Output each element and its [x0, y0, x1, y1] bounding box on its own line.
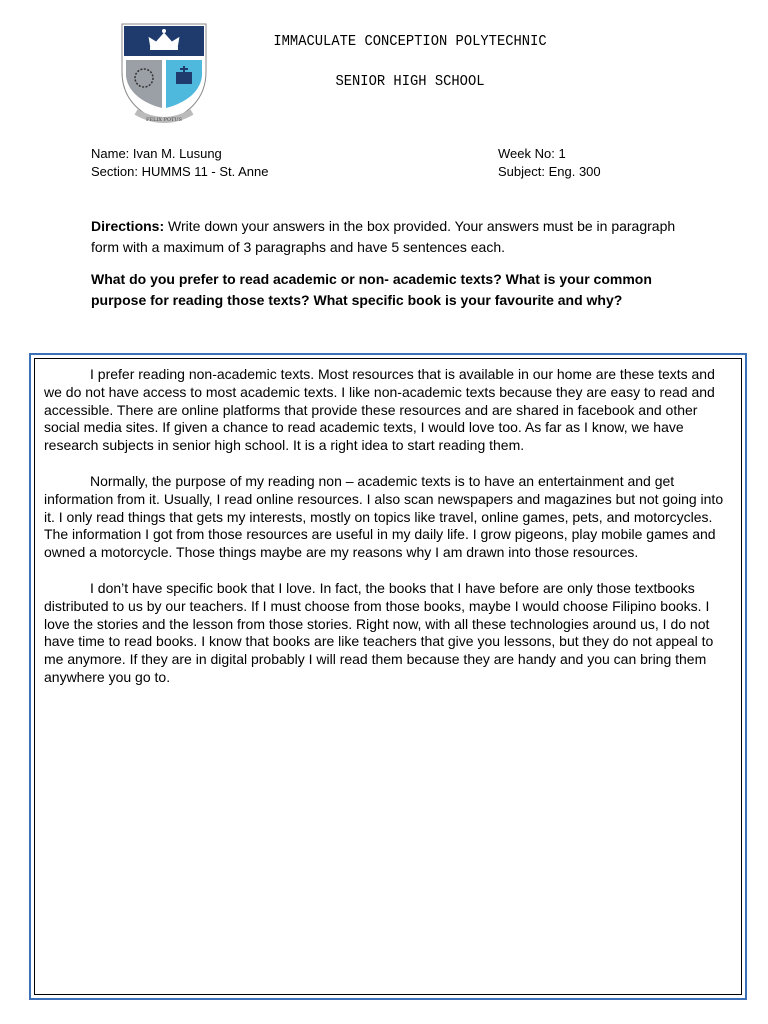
question-prompt: What do you prefer to read academic or non- academic texts? What is your common purpose for reading those texts? What specific book is your favourite and why?	[91, 271, 652, 308]
subject: Subject: Eng. 300	[498, 164, 601, 179]
school-logo	[116, 20, 212, 124]
answer-text	[44, 366, 736, 705]
answer-box-inner	[34, 358, 742, 995]
svg-text:FELIX POTUS: FELIX POTUS	[145, 117, 183, 123]
answer-box	[29, 353, 747, 1000]
directions-text: Write down your answers in the box provided. Your answers must be in paragraph form with a maximum of 3 paragraphs and have 5 sentences each.	[91, 218, 676, 255]
answer-paragraph-2: Normally, the purpose of my reading non – academic texts is to have an entertainment and get information from it. Usually, I read online resources. I also scan newspapers and magazines but not going into it. I only read things that gets my interests, mostly on topics like travel, online games, pets, and motorcycles. The information I got from those resources are useful in my daily life. I grow pigeons, play mobile games and owned a motorcycle. Those things maybe are my reasons why I am drawn into those resources.	[44, 472, 724, 561]
answer-paragraph-3: I don’t have specific book that I love. In fact, the books that I have before are only those textbooks distributed to us by our teachers. If I must choose from those books, maybe I would choose Filipino books. I love the stories and the lesson from those stories. Right now, with all these technologies around us, I do not have time to read books. I know that books are like teachers that give you lessons, but they do not appeal to me anymore. If they are in digital probably I will read them because they are handy and you can bring them anywhere you go to.	[44, 579, 714, 685]
directions-label: Directions:	[91, 218, 165, 234]
student-section: Section: HUMMS 11 - St. Anne	[91, 164, 269, 179]
school-name: IMMACULATE CONCEPTION POLYTECHNIC	[273, 33, 547, 50]
answer-paragraph-1: I prefer reading non-academic texts. Most resources that is available in our home are these texts and we do not have access to most academic texts. I like non-academic texts because they are easy to read and accessible. There are online platforms that provide these resources and are shared in facebook and other social media sites. If given a chance to read academic texts, I would love too. As far as I know, we have research subjects in senior high school. It is a right idea to start reading them.	[44, 366, 715, 454]
course-info	[498, 145, 601, 181]
directions	[91, 216, 681, 258]
school-subtitle: SENIOR HIGH SCHOOL	[335, 73, 485, 90]
student-name: Name: Ivan M. Lusung	[91, 146, 222, 161]
week-number: Week No: 1	[498, 146, 566, 161]
student-info	[91, 145, 269, 181]
